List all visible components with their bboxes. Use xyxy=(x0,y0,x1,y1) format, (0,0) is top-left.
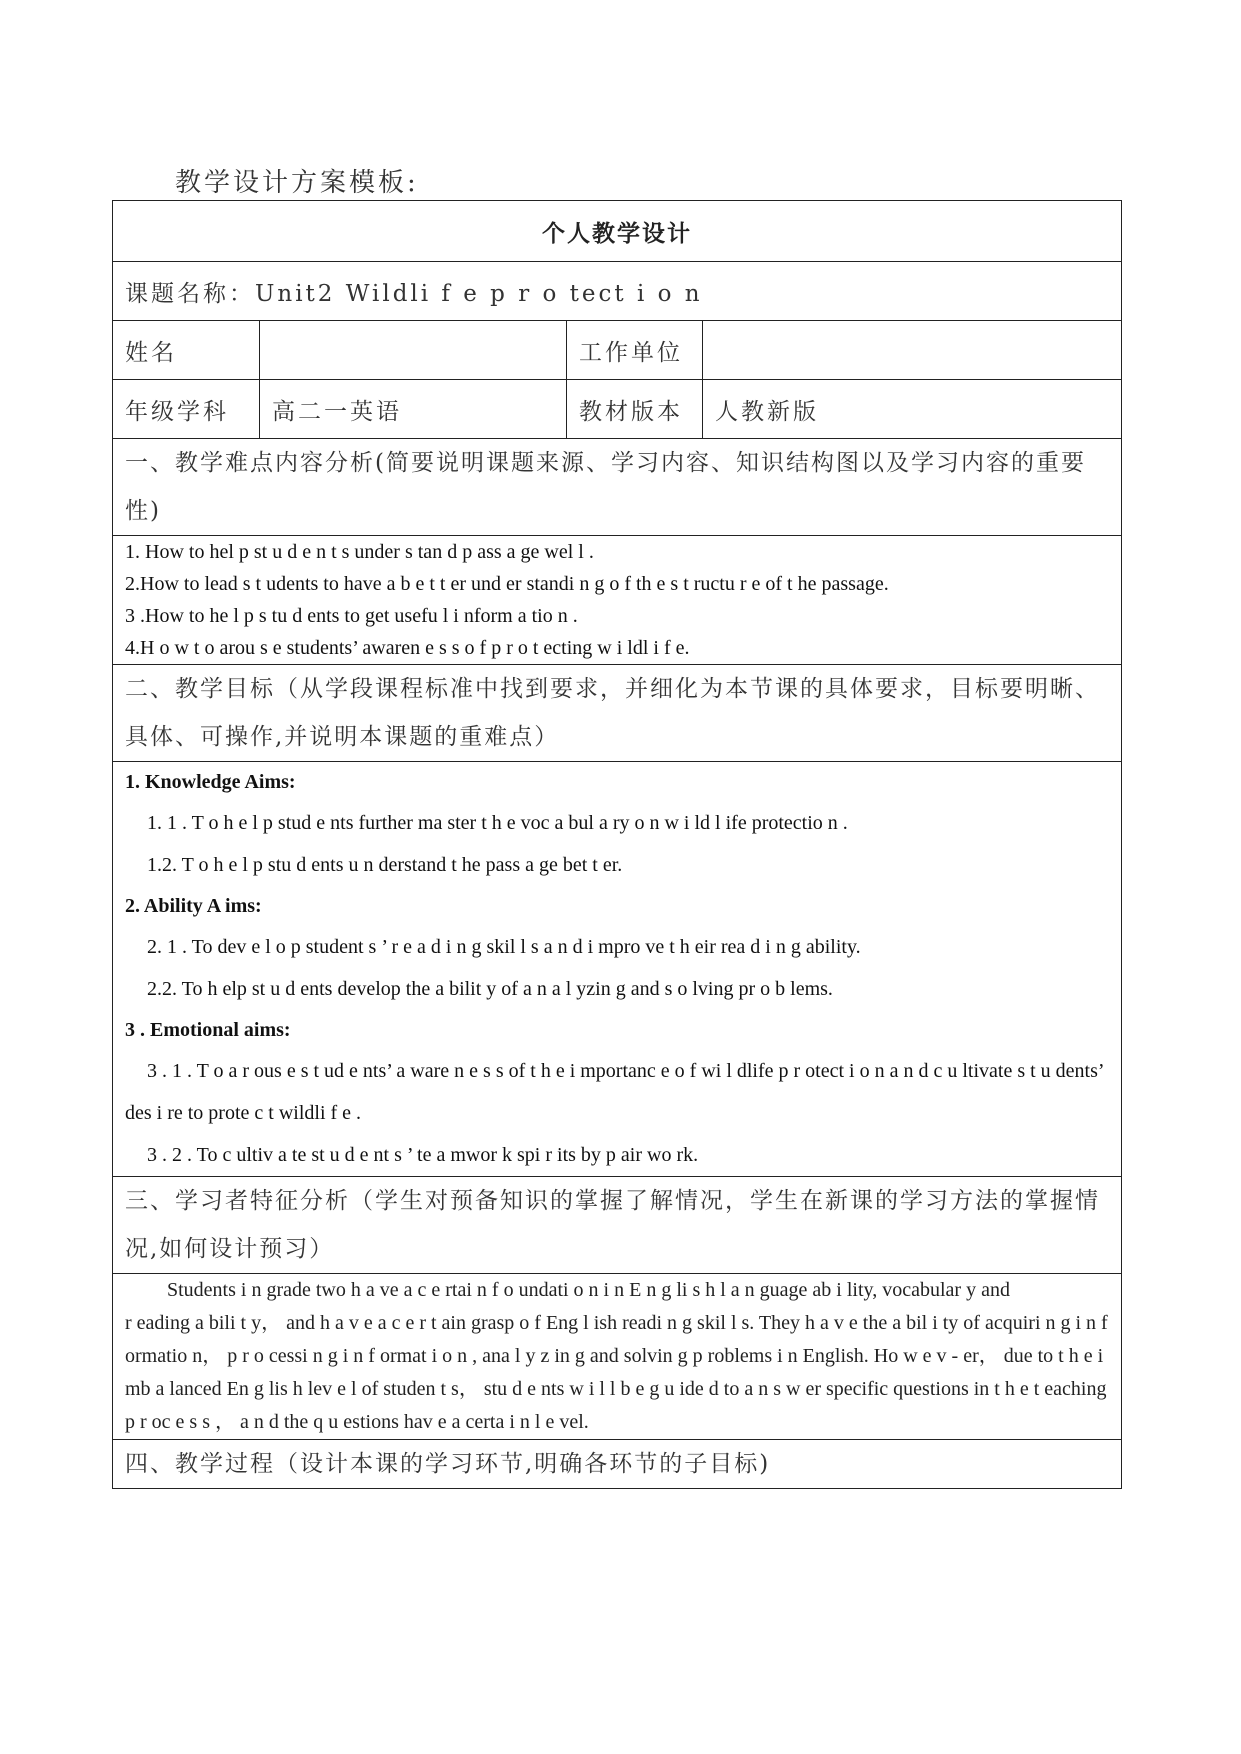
section1-title: 一、教学难点内容分析(简要说明课题来源、学习内容、知识结构图以及学习内容的重要性) xyxy=(113,439,1122,536)
grade-subject-value: 高二一英语 xyxy=(260,380,567,439)
info-row-1 xyxy=(113,321,1122,380)
section3-title: 三、学习者特征分析（学生对预备知识的掌握了解情况，学生在新课的学习方法的掌握情况,如何设计预习） xyxy=(113,1177,1122,1274)
knowledge-aim-1: 1. 1 . T o h e l p stud e nts further ma ster t h e voc a bul a ry o n w i ld l ife protectio n . xyxy=(147,812,848,834)
section2-title-row xyxy=(113,665,1122,762)
table-title: 个人教学设计 xyxy=(113,201,1122,262)
knowledge-aim-2: 1.2. T o h e l p stu d ents u n derstand t he pass a ge bet t er. xyxy=(147,854,623,876)
difficulty-item-4: 4.H o w t o arou s e students’ awaren e s s o f p r o t ecting w i ldl i f e. xyxy=(125,637,690,659)
section3-title-row xyxy=(113,1177,1122,1274)
knowledge-aims-heading: 1. Knowledge Aims: xyxy=(125,771,296,793)
page-heading: 教学设计方案模板: xyxy=(175,168,419,198)
work-unit-value[interactable] xyxy=(703,321,1122,380)
name-value[interactable] xyxy=(260,321,567,380)
section1-content xyxy=(113,536,1122,665)
emotional-aim-1: 3 . 1 . T o a r ous e s t ud e nts’ a ware n e s s of t h e i mportanc e o f wi l dlife p r otect i o n a n d c u ltivate s t u dents’ des i re to prote c t wildli f e . xyxy=(125,1060,1104,1124)
emotional-aim-2: 3 . 2 . To c ultiv a te st u d e nt s ’ te a mwor k spi r its by p air wo rk. xyxy=(147,1144,699,1166)
topic-cell: 课题名称：Unit2 Wildli f e p r o tect i o n xyxy=(113,262,1122,321)
section4-title: 四、教学过程（设计本课的学习环节,明确各环节的子目标) xyxy=(113,1440,1122,1489)
difficulty-item-3: 3 .How to he l p s tu d ents to get usefu l i nform a tio n . xyxy=(125,605,578,627)
section2-content xyxy=(113,762,1122,1177)
ability-aim-1: 2. 1 . To dev e l o p student s ’ r e a d i n g skil l s a n d i mpro ve t h eir rea d i n g ability. xyxy=(147,936,861,958)
textbook-edition-label: 教材版本 xyxy=(567,380,703,439)
title-row xyxy=(113,201,1122,262)
difficulty-item-2: 2.How to lead s t udents to have a b e t t er und er standi n g o f th e s t ructu r e of t he passage. xyxy=(125,573,889,595)
section2-title: 二、教学目标（从学段课程标准中找到要求，并细化为本节课的具体要求，目标要明晰、具体、可操作,并说明本课题的重难点） xyxy=(113,665,1122,762)
info-row-2 xyxy=(113,380,1122,439)
work-unit-label: 工作单位 xyxy=(567,321,703,380)
section3-content xyxy=(113,1274,1122,1440)
section2-content-row xyxy=(113,762,1122,1177)
learner-analysis-line-1: Students i n grade two h a ve a c e rtai n f o undati o n i n E n g li s h l a n guage ab i lity, vocabular y and xyxy=(167,1279,1010,1301)
section4-title-row xyxy=(113,1440,1122,1489)
difficulty-item-1: 1. How to hel p st u d e n t s under s tan d p ass a ge wel l . xyxy=(125,541,594,563)
ability-aims-heading: 2. Ability A ims: xyxy=(125,895,262,917)
section1-content-row xyxy=(113,536,1122,665)
name-label: 姓名 xyxy=(113,321,260,380)
section3-content-row xyxy=(113,1274,1122,1440)
textbook-edition-value: 人教新版 xyxy=(703,380,1122,439)
learner-analysis-paragraph: r eading a bili t y， and h a v e a c e r t ain grasp o f Eng l ish readi n g skil l s. They h a v e the a bil i ty of acquiri n g i n f ormatio n， p r o cessi n g i n f ormat i o n , ana l y z in g and solvin g p roblems i n English. Ho w e v - er， due to t h e i mb a lanced En g lis h lev e l of studen t s， stu d e nts w i l l b e g u ide d to a n s w er specific questions in t h e t eaching p r oc e s s ， a n d the q u estions hav e a certa i n l e vel. xyxy=(125,1312,1108,1433)
emotional-aims-heading: 3 . Emotional aims: xyxy=(125,1019,291,1041)
lesson-plan-table xyxy=(112,200,1122,1489)
ability-aim-2: 2.2. To h elp st u d ents develop the a bilit y of a n a l yzin g and s o lving pr o b lems. xyxy=(147,978,833,1000)
section1-title-row xyxy=(113,439,1122,536)
grade-subject-label: 年级学科 xyxy=(113,380,260,439)
topic-row xyxy=(113,262,1122,321)
